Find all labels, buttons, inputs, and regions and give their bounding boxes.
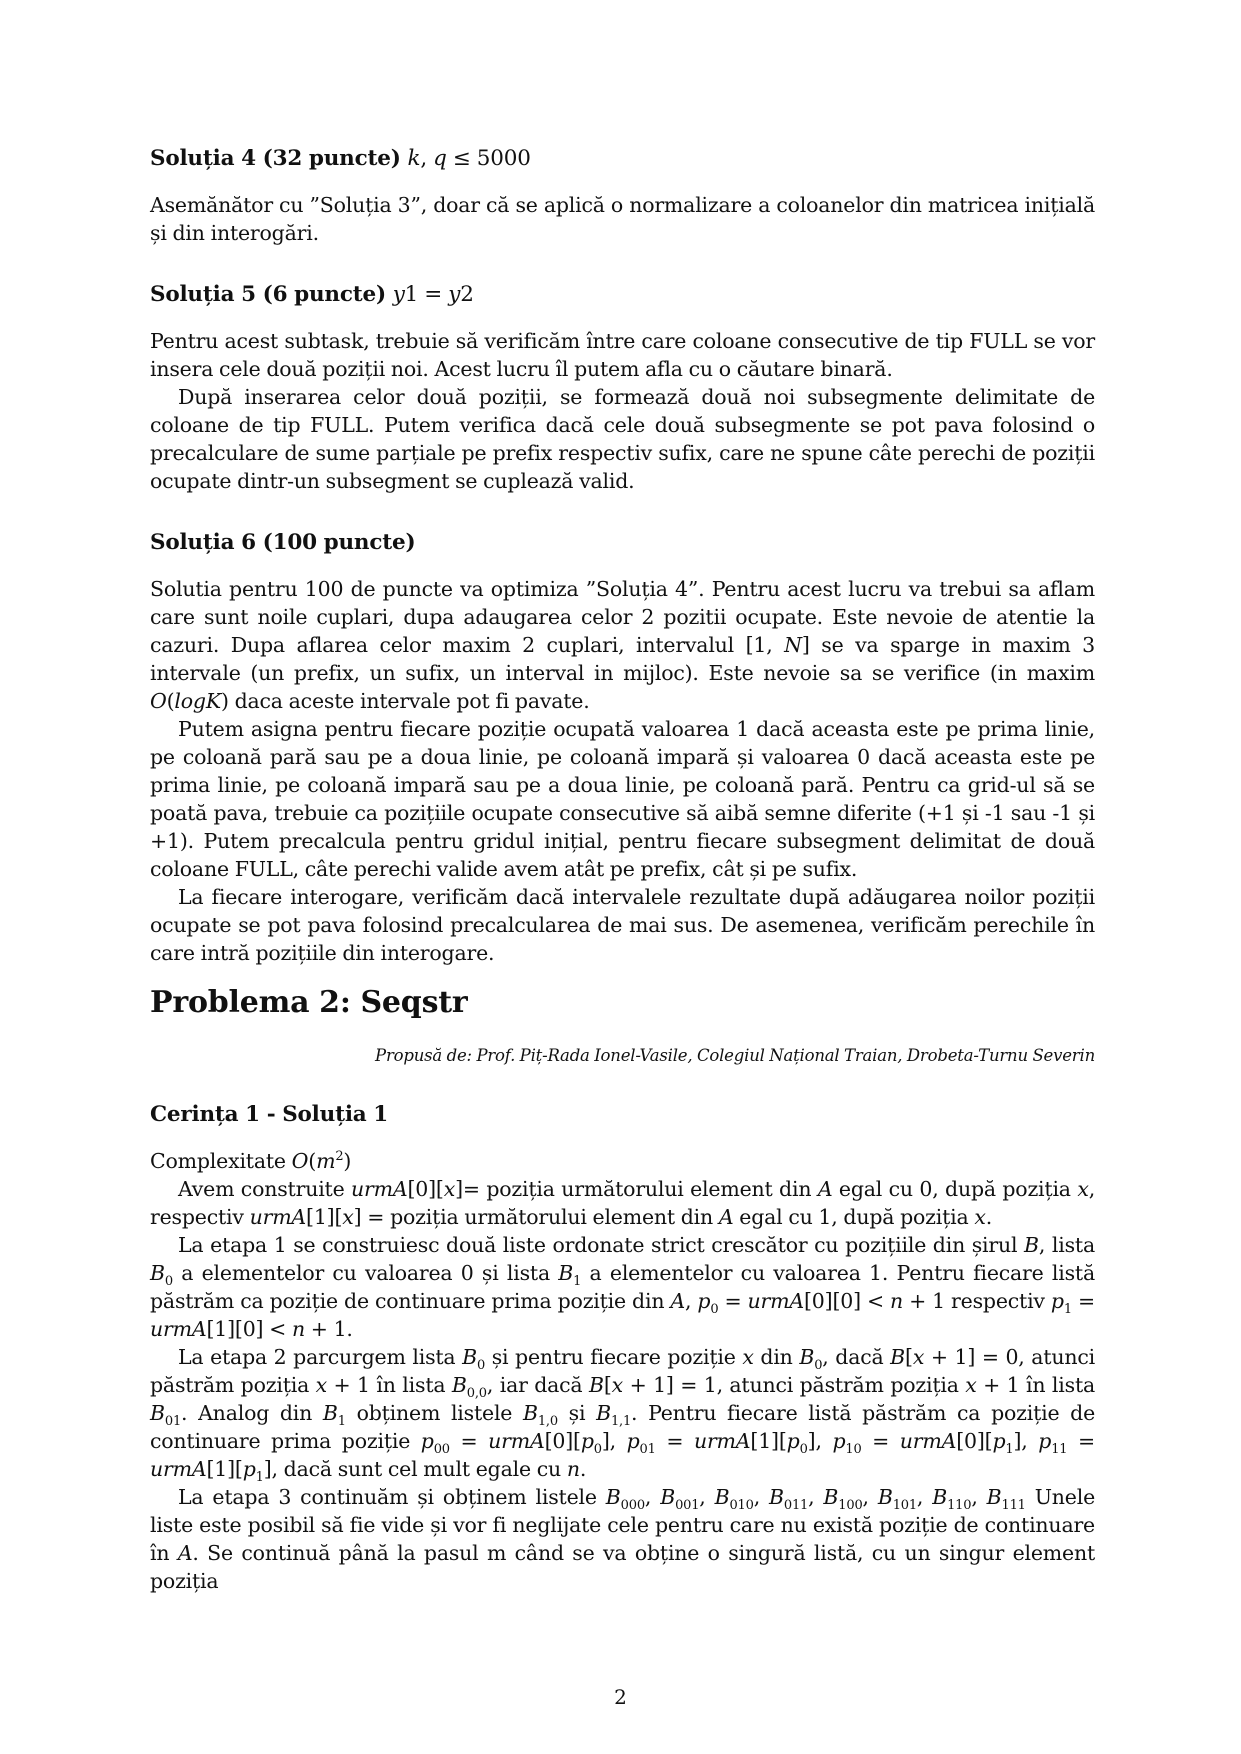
paragraph: Pentru acest subtask, trebuie să verificăm între care coloane consecutive de tip FULL se vor insera cele două poziții noi. Acest lucru îl putem afla cu o căutare binară. (150, 329, 1095, 381)
paragraph: Solutia pentru 100 de puncte va optimiza ”Soluția 4”. Pentru acest lucru va trebui sa aflam care sunt noile cuplari, dupa adaugarea celor 2 pozitii ocupate. Este nevoie de atentie la cazuri. Dupa aflarea celor maxim 2 cuplari, intervalul [1, N] se va sparge in maxim 3 intervale (un prefix, un sufix, un interval in mijloc). Este nevoie sa se verifice (in maxim O(logK) daca aceste intervale pot fi pavate. (150, 577, 1095, 713)
section-heading-cerinta-1: Cerința 1 - Soluția 1 (150, 1102, 389, 1127)
section-heading-solutia-5: Soluția 5 (6 puncte) y1 = y2 (150, 282, 474, 307)
section-heading-solutia-4: Soluția 4 (32 puncte) k, q ≤ 5000 (150, 146, 531, 171)
paragraph: La fiecare interogare, verificăm dacă intervalele rezultate după adăugarea noilor poziții ocupate se pot pava folosind precalcularea de mai sus. De asemenea, verificăm perechile în care intră pozițiile din interogare. (150, 885, 1095, 965)
paragraph: După inserarea celor două poziții, se formează două noi subsegmente delimitate de coloane de tip FULL. Putem verifica dacă cele două subsegmente se pot pava folosind o precalculare de sume parțiale pe prefix respectiv sufix, care ne spune câte perechi de poziții ocupate dintr-un subsegment se cuplează valid. (150, 385, 1095, 493)
paragraph: La etapa 2 parcurgem lista $B_0$ și pentru fiecare poziție x din $B_0$, dacă B[x + 1] = 0, atunci păstrăm poziția x + 1 în lista $B_{0,0}$, iar dacă B[x + 1] = 1, atunci păstrăm poziția x + 1 în lista $B_{01}$. Analog din $B_1$ obținem listele $B_{1,0}$ și $B_{1,1}$. Pentru fiecare listă păstrăm ca poziție de continuare prima poziție $p_{00}$ = $urmA[0][p_0]$, $p_{01}$ = $urmA[1][p_0]$, $p_{10}$ = $urmA[0][p_1]$, $p_{11}$ = $urmA[1][p_1]$, dacă sunt cel mult egale cu n. (150, 1345, 1096, 1486)
section-heading-solutia-6: Soluția 6 (100 puncte) (150, 530, 416, 555)
complexity-line: Complexitate $O(m^2)$ (150, 1149, 352, 1173)
paragraph: La etapa 1 se construiesc două liste ordonate strict crescător cu pozițiile din șirul B, lista $B_0$ a elementelor cu valoarea 0 și lista $B_1$ a elementelor cu valoarea 1. Pentru fiecare listă păstrăm ca poziție de continuare prima poziție din A, $p_0$ = urmA[0][0] < n + 1 respectiv $p_1$ = urmA[1][0] < n + 1. (150, 1233, 1095, 1341)
heading-math: y1 = y2 (392, 282, 474, 307)
paragraph: La etapa 3 continuăm și obținem listele $B_{000}$, $B_{001}$, $B_{010}$, $B_{011}$, $B_{100}$, $B_{101}$, $B_{110}$, $B_{111}$ Unele liste este posibil să fie vide și vor fi neglijate cele pentru care nu există poziție de continuare în A. Se continuă până la pasul m când se va obține o singură listă, cu un singur element poziția (150, 1485, 1096, 1593)
paragraph: Avem construite urmA[0][x]= poziția următorului element din A egal cu 0, după poziția x, respectiv urmA[1][x] = poziția următorului element din A egal cu 1, după poziția x. (150, 1177, 1096, 1229)
document-page (150, 145, 1095, 1595)
paragraph: Asemănător cu ”Soluția 3”, doar că se aplică o normalizare a coloanelor din matricea inițială și din interogări. (150, 193, 1095, 245)
paragraph: Putem asigna pentru fiecare poziție ocupată valoarea 1 dacă aceasta este pe prima linie, pe coloană pară sau pe a doua linie, pe coloană impară și valoarea 0 dacă aceasta este pe prima linie, pe coloană impară sau pe a doua linie, pe coloană pară. Pentru ca grid-ul să se poată pava, trebuie ca pozițiile ocupate consecutive să aibă semne diferite (+1 și -1 sau -1 și +1). Putem precalcula pentru gridul inițial, pentru fiecare subsegment delimitat de două coloane FULL, câte perechi valide avem atât pe prefix, cât și pe sufix. (150, 717, 1095, 881)
byline: Propusă de: Prof. Piț-Rada Ionel-Vasile, Colegiul Național Traian, Drobeta-Turnu Severin (375, 1046, 1095, 1065)
problem-title: Problema 2: Seqstr (150, 985, 468, 1020)
heading-math: k, q ≤ 5000 (407, 146, 531, 171)
page-number: 2 (614, 1685, 627, 1709)
